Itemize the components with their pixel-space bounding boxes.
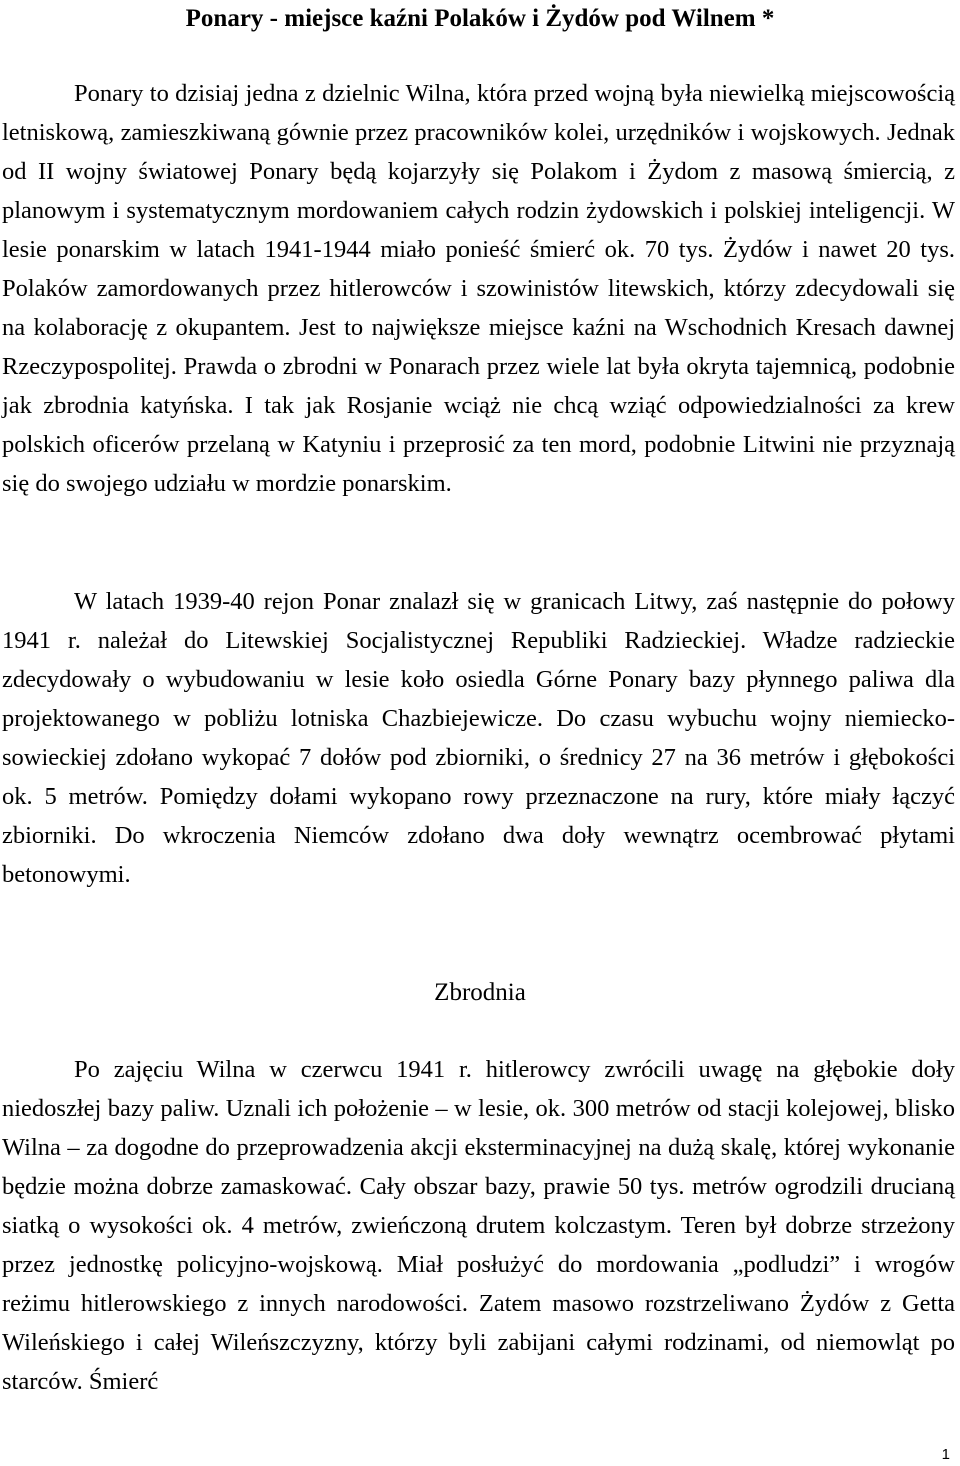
paragraph-intro: Ponary to dzisiaj jedna z dzielnic Wilna, która przed wojną była niewielką miejscowością letniskową, zamieszkiwaną gównie przez pracowników kolei, urzędników i wojskowych. Jednak od II wojny światowej Ponary będą kojarzyły się Polakom i Żydom z masową śmiercią, z planowym i systematycznym mordowaniem całych rodzin żydowskich i polskiej inteligencji. W lesie ponarskim w latach 1941-1944 miało ponieść śmierć ok. 70 tys. Żydów i nawet 20 tys. Polaków zamordowanych przez hitlerowców i szowinistów litewskich, którzy zdecydowali się na kolaborację z okupantem. Jest to największe miejsce kaźni na Wschodnich Kresach dawnej Rzeczypospolitej. Prawda o zbrodni w Ponarach przez wiele lat była okryta tajemnicą, podobnie jak zbrodnia katyńska. I tak jak Rosjanie wciąż nie chcą wziąć odpowiedzialności za krew polskich oficerów przelaną w Katyniu i przeprosić za ten mord, podobnie Litwini nie przyznają się do swojego udziału w mordzie ponarskim. [2,80,955,497]
paragraph-background: W latach 1939-40 rejon Ponar znalazł się w granicach Litwy, zaś następnie do połowy 1941 r. należał do Litewskiej Socjalistycznej Republiki Radzieckiej. Władze radzieckie zdecydowały o wybudowaniu w lesie koło osiedla Górne Ponary bazy płynnego paliwa dla projektowanego w pobliżu lotniska Chazbiejewicze. Do czasu wybuchu wojny niemiecko-sowieckiej zdołano wykopać 7 dołów pod zbiorniki, o średnicy 27 na 36 metrów i głębokości ok. 5 metrów. Pomiędzy dołami wykopano rowy przeznaczone na rury, które miały łączyć zbiorniki. Do wkroczenia Niemców zdołano dwa doły wewnątrz ocembrować płytami betonowymi. [2,588,955,888]
section-heading: Zbrodnia [434,979,526,1006]
paragraph-crime: Po zajęciu Wilna w czerwcu 1941 r. hitlerowcy zwrócili uwagę na głębokie doły niedoszłej bazy paliw. Uznali ich położenie – w lesie, ok. 300 metrów od stacji kolejowej, blisko Wilna – za dogodne do przeprowadzenia akcji eksterminacyjnej na dużą skalę, której wykonanie będzie można dobrze zamaskować. Cały obszar bazy, prawie 50 tys. metrów ogrodzili drucianą siatką o wysokości ok. 4 metrów, zwieńczoną drutem kolczastym. Teren był dobrze strzeżony przez jednostkę policyjno-wojskową. Miał posłużyć do mordowania „podludzi” i wrogów reżimu hitlerowskiego z innych narodowości. Zatem masowo rozstrzeliwano Żydów z Getta Wileńskiego i całej Wileńszczyzny, którzy byli zabijani całymi rodzinami, od niemowląt po starców. Śmierć [2,1056,955,1395]
page-number: 1 [941,1446,950,1463]
document-title: Ponary - miejsce kaźni Polaków i Żydów pod Wilnem * [185,5,775,32]
